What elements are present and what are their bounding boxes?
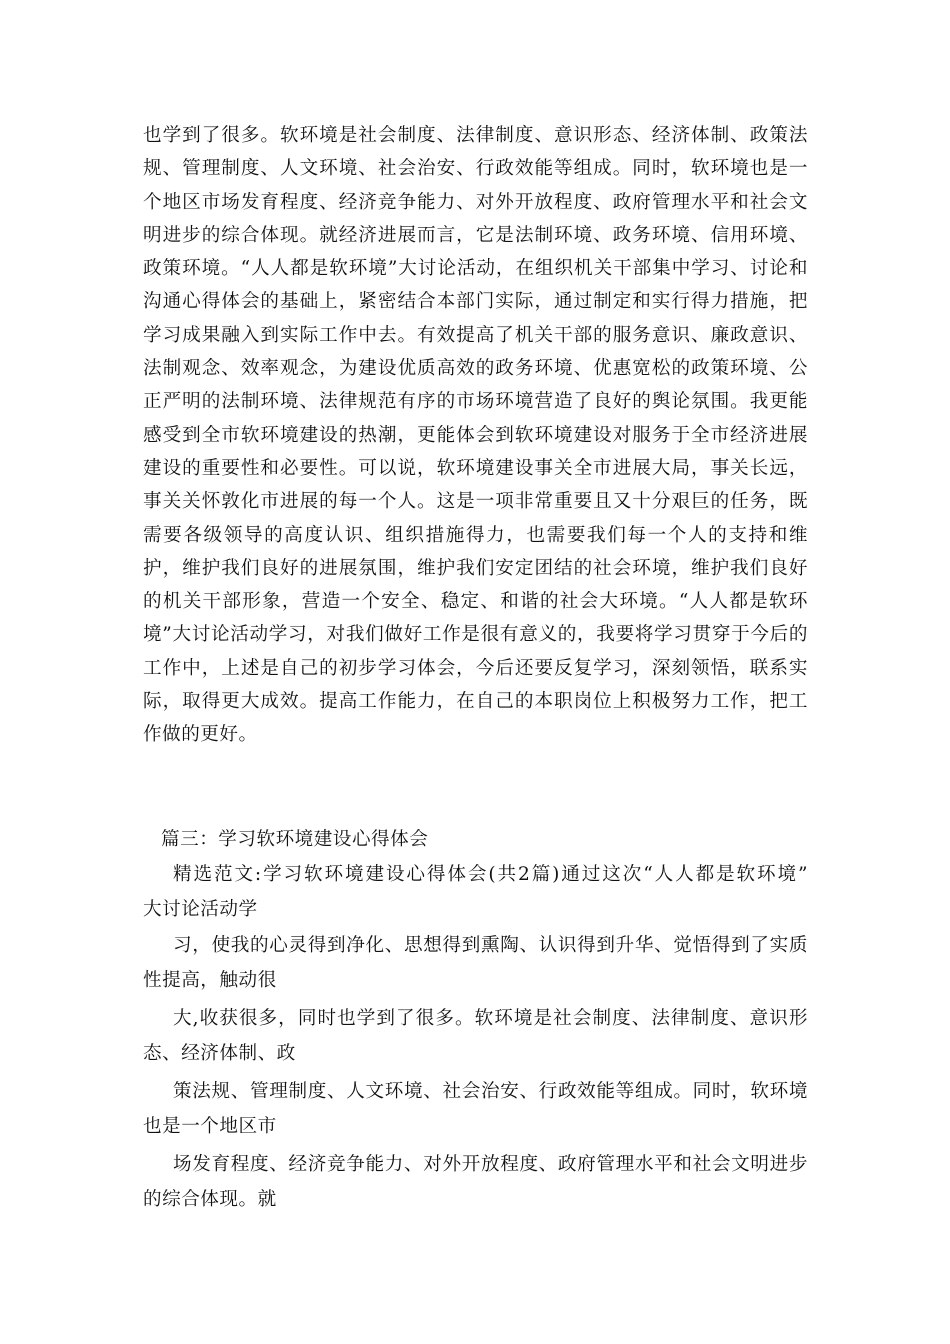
paragraph-3-line-2: 态、经济体制、政 bbox=[143, 1043, 296, 1064]
paragraph-1-line-2: 大讨论活动学 bbox=[143, 899, 258, 920]
paragraph-5-line-2: 的综合体现。就 bbox=[143, 1189, 277, 1210]
paragraph-1-line-1: 精选范文:学习软环境建设心得体会(共2篇)通过这次“人人都是软环境” bbox=[173, 864, 808, 885]
paragraph-2 bbox=[143, 928, 808, 998]
paragraph-2-line-2: 性提高，触动很 bbox=[143, 970, 277, 991]
paragraph-5-line-1: 场发育程度、经济竞争能力、对外开放程度、政府管理水平和社会文明进步 bbox=[173, 1154, 808, 1175]
paragraph-2-line-1: 习，使我的心灵得到净化、思想得到熏陶、认识得到升华、觉悟得到了实质 bbox=[173, 935, 808, 956]
section-title: 篇三：学习软环境建设心得体会 bbox=[161, 829, 429, 850]
paragraph-3-line-1: 大,收获很多，同时也学到了很多。软环境是社会制度、法律制度、意识形 bbox=[173, 1008, 808, 1029]
paragraph-4 bbox=[143, 1074, 808, 1144]
paragraph-4-line-1: 策法规、管理制度、人文环境、社会治安、行政效能等组成。同时，软环境 bbox=[173, 1081, 808, 1102]
paragraph-5 bbox=[143, 1147, 808, 1217]
paragraph-3 bbox=[143, 1001, 808, 1071]
main-paragraph: 也学到了很多。软环境是社会制度、法律制度、意识形态、经济体制、政策法规、管理制度、人文环境、社会治安、行政效能等组成。同时，软环境也是一个地区市场发育程度、经济竞争能力、对外开放程度、政府管理水平和社会文明进步的综合体现。就经济进展而言，它是法制环境、政务环境、信用环境、政策环境。“人人都是软环境”大讨论活动，在组织机关干部集中学习、讨论和沟通心得体会的基础上，紧密结合本部门实际，通过制定和实行得力措施，把学习成果融入到实际工作中去。有效提高了机关干部的服务意识、廉政意识、法制观念、效率观念，为建设优质高效的政务环境、优惠宽松的政策环境、公正严明的法制环境、法律规范有序的市场环境营造了良好的舆论氛围。我更能感受到全市软环境建设的热潮，更能体会到软环境建设对服务于全市经济进展建设的重要性和必要性。可以说，软环境建设事关全市进展大局，事关长远，事关关怀敦化市进展的每一个人。这是一项非常重要且又十分艰巨的任务，既需要各级领导的高度认识、组织措施得力，也需要我们每一个人的支持和维护，维护我们良好的进展氛围，维护我们安定团结的社会环境，维护我们良好的机关干部形象，营造一个安全、稳定、和谐的社会大环境。“人人都是软环境”大讨论活动学习，对我们做好工作是很有意义的，我要将学习贯穿于今后的工作中，上述是自己的初步学习体会，今后还要反复学习，深刻领悟，联系实际，取得更大成效。提高工作能力，在自己的本职岗位上积极努力工作，把工作做的更好。 bbox=[143, 125, 808, 746]
paragraph-4-line-2: 也是一个地区市 bbox=[143, 1116, 277, 1137]
paragraph-1 bbox=[143, 857, 808, 927]
